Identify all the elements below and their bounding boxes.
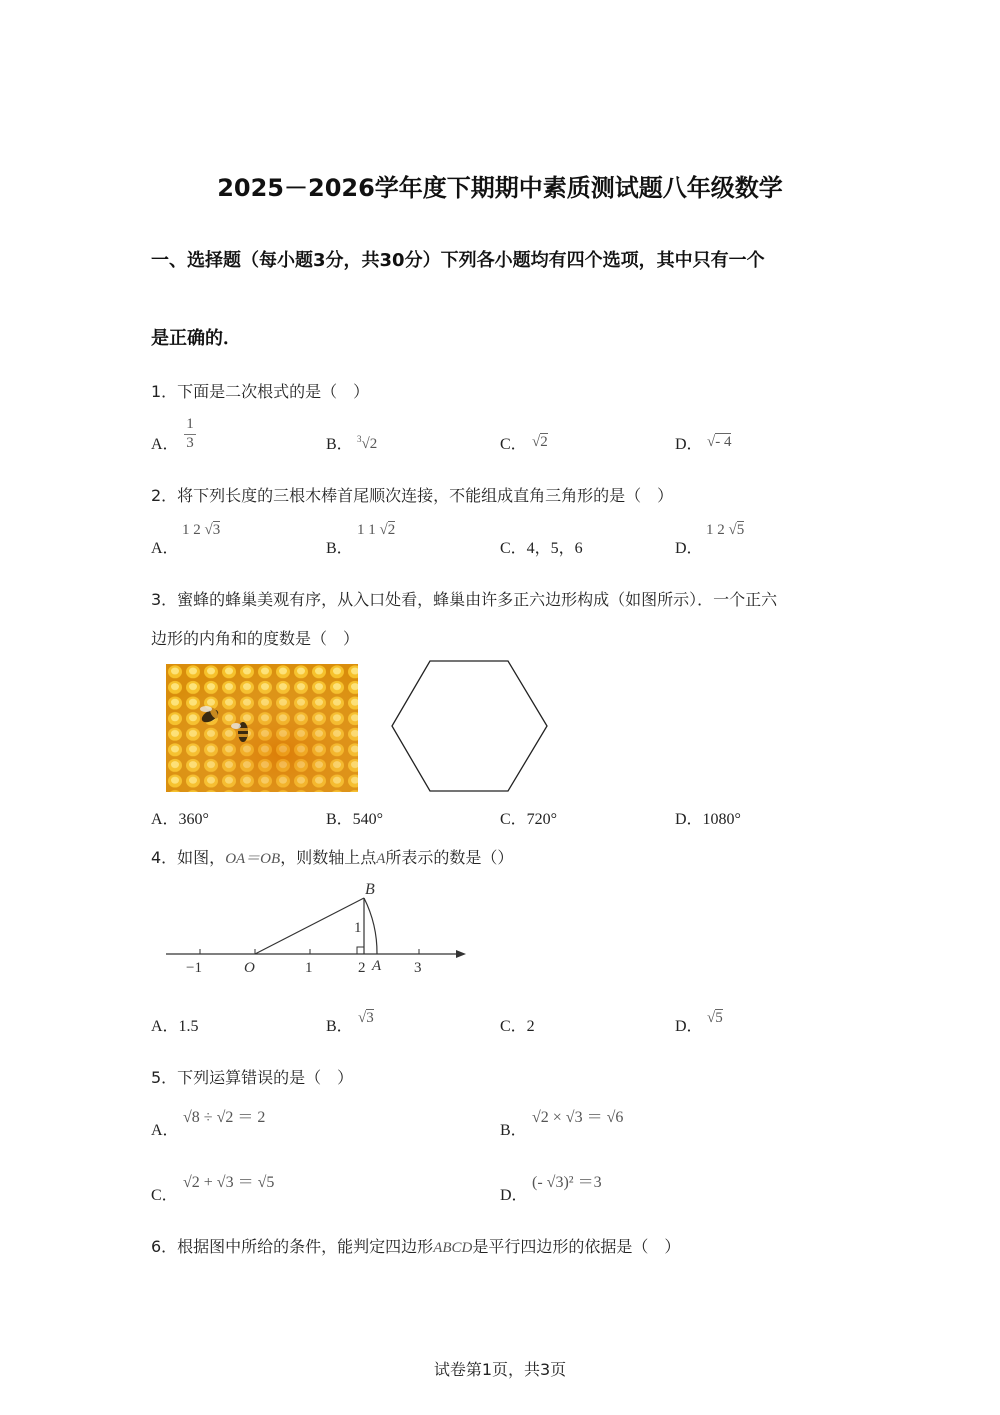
- q2-option-d[interactable]: D．: [675, 540, 703, 557]
- q4-d-sqrt: √5: [707, 1010, 723, 1026]
- page-title: 2025－2026学年度下期期中素质测试题八年级数学: [217, 174, 783, 202]
- q1-option-c[interactable]: C．: [500, 436, 527, 453]
- q3-stem-line1: 3．蜜蜂的蜂巢美观有序，从入口处看，蜂巢由许多正六边形构成（如图所示）．一个正六: [151, 590, 778, 609]
- q1-b-cuberoot: $^3$√2: [357, 434, 378, 452]
- q1-option-d[interactable]: D．: [675, 436, 703, 453]
- label-o: O: [244, 960, 255, 976]
- q4-b-sqrt: √3: [358, 1010, 374, 1026]
- q4-option-a[interactable]: A．1.5: [151, 1018, 199, 1035]
- q5-a-expression: √8 ÷ √2 ＝ 2: [183, 1109, 266, 1126]
- q2-option-c[interactable]: C．4，5，6: [500, 540, 583, 557]
- q1-d-sqrt: √- 4: [707, 434, 732, 450]
- q3-stem-line2: 边形的内角和的度数是（ ）: [151, 629, 360, 648]
- label-a: A: [372, 958, 382, 974]
- q2-d-values: 1 2 √5: [706, 522, 745, 538]
- q3-option-c[interactable]: C．720°: [500, 811, 558, 828]
- q5-b-expression: √2 × √3 ＝ √6: [532, 1109, 624, 1126]
- q3-option-b[interactable]: B．540°: [326, 811, 384, 828]
- tick-label-2: 2: [358, 960, 366, 976]
- q4-option-d[interactable]: D．: [675, 1018, 703, 1035]
- q1-stem: 1．下面是二次根式的是（ ）: [151, 382, 370, 401]
- q1-option-b[interactable]: B．: [326, 436, 353, 453]
- q4-stem: 4．如图，OA＝OB，则数轴上点A所表示的数是（）: [151, 848, 514, 867]
- q1-c-sqrt: √2: [532, 434, 548, 450]
- honeycomb-photo: [166, 664, 358, 792]
- regular-hexagon-figure: [390, 660, 550, 794]
- q5-d-expression: (- √3)² ＝3: [532, 1174, 602, 1191]
- section-heading-line1: 一、选择题（每小题3分，共30分）下列各小题均有四个选项，其中只有一个: [151, 250, 765, 271]
- page-footer: 试卷第1页，共3页: [433, 1360, 567, 1379]
- q6-stem: 6．根据图中所给的条件，能判定四边形ABCD是平行四边形的依据是（ ）: [151, 1237, 681, 1256]
- q2-stem: 2．将下列长度的三根木棒首尾顺次连接，不能组成直角三角形的是（ ）: [151, 486, 674, 505]
- q5-option-c[interactable]: C．: [151, 1187, 178, 1204]
- q2-a-values: 1 2 √3: [182, 522, 221, 538]
- q5-option-d[interactable]: D．: [500, 1187, 528, 1204]
- q4-option-c[interactable]: C．2: [500, 1018, 535, 1035]
- number-line-figure: [160, 878, 480, 982]
- q5-stem: 5．下列运算错误的是（ ）: [151, 1068, 354, 1087]
- q3-option-a[interactable]: A．360°: [151, 811, 209, 828]
- section-heading-line2: 是正确的．: [151, 328, 241, 349]
- q2-b-values: 1 1 √2: [357, 522, 396, 538]
- q1-option-a[interactable]: A．: [151, 436, 179, 453]
- q5-option-a[interactable]: A．: [151, 1122, 179, 1139]
- tick-label-3: 3: [414, 960, 422, 976]
- q5-c-expression: √2 + √3 ＝ √5: [183, 1174, 275, 1191]
- q1-a-fraction: 1 3: [184, 416, 196, 451]
- tick-label-1: 1: [305, 960, 313, 976]
- label-height-1: 1: [354, 920, 362, 936]
- q2-option-a[interactable]: A．: [151, 540, 179, 557]
- q5-option-b[interactable]: B．: [500, 1122, 527, 1139]
- tick-label-neg1: −1: [186, 960, 202, 976]
- q4-option-b[interactable]: B．: [326, 1018, 353, 1035]
- q3-option-d[interactable]: D．1080°: [675, 811, 741, 828]
- q2-option-b[interactable]: B．: [326, 540, 353, 557]
- label-b: B: [365, 881, 375, 898]
